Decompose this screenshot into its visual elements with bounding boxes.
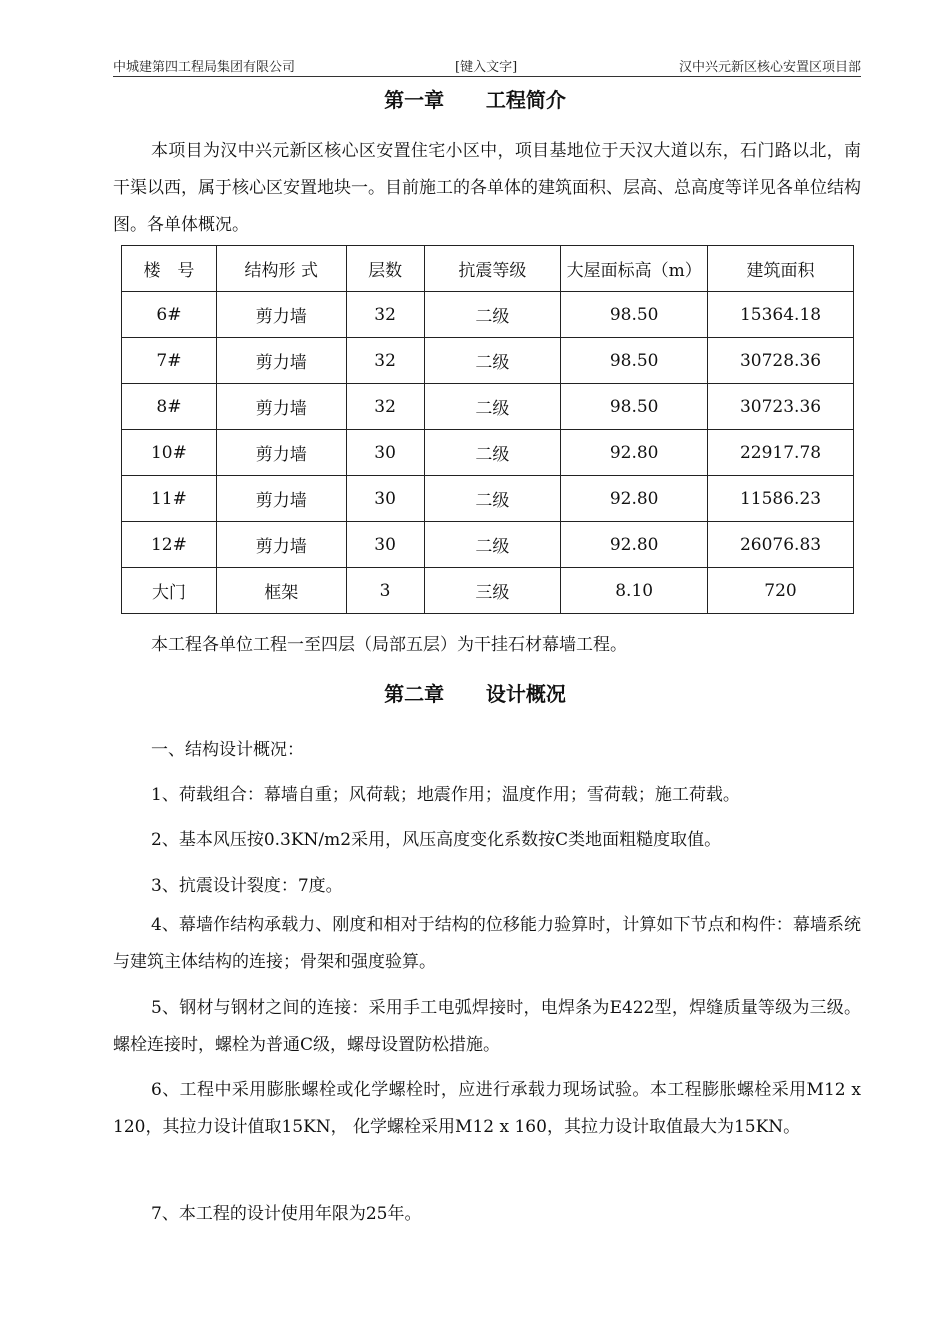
cell-structure: 剪力墙 [216, 292, 346, 338]
cell-seismic: 二级 [424, 292, 561, 338]
cell-building: 7# [122, 338, 217, 384]
cell-structure: 剪力墙 [216, 476, 346, 522]
cell-structure: 剪力墙 [216, 522, 346, 568]
chapter1-intro: 本项目为汉中兴元新区核心区安置住宅小区中，项目基地位于天汉大道以东，石门路以北，南干渠以西，属于核心区安置地块一。目前施工的各单体的建筑面积、层高、总高度等详见各单位结构图。各单体概况。 [113, 141, 861, 235]
design-item-4: 4、幕墙作结构承载力、刚度和相对于结构的位移能力验算时，计算如下节点和构件：幕墙系统与建筑主体结构的连接；骨架和强度验算。 [113, 915, 861, 972]
building-units-table [121, 245, 854, 614]
table-header-row [122, 246, 854, 292]
design-item-2: 2、基本风压按0.3KN/m2采用，风压高度变化系数按C类地面粗糙度取值。 [151, 830, 722, 850]
header-cell-floors: 层数 [346, 246, 424, 292]
cell-roof-elevation: 98.50 [561, 384, 708, 430]
cell-structure: 框架 [216, 568, 346, 614]
cell-floors: 3 [346, 568, 424, 614]
cell-floors: 30 [346, 476, 424, 522]
cell-floors: 30 [346, 430, 424, 476]
table-row [122, 384, 854, 430]
header-cell-floor-area: 建筑面积 [708, 246, 854, 292]
cell-building: 11# [122, 476, 217, 522]
cell-structure: 剪力墙 [216, 338, 346, 384]
header-placeholder: [键入文字] [455, 60, 518, 75]
cell-roof-elevation: 92.80 [561, 476, 708, 522]
cell-roof-elevation: 92.80 [561, 430, 708, 476]
chapter1-note: 本工程各单位工程一至四层（局部五层）为干挂石材幕墙工程。 [151, 635, 627, 655]
cell-seismic: 二级 [424, 384, 561, 430]
table-row [122, 292, 854, 338]
design-item-6: 6、工程中采用膨胀螺栓或化学螺栓时，应进行承载力现场试验。本工程膨胀螺栓采用M12 x 120，其拉力设计值取15KN， 化学螺栓采用M12 x 160，其拉力设计取值最大为15KN。 [113, 1080, 861, 1137]
table-row [122, 522, 854, 568]
table-row [122, 430, 854, 476]
cell-roof-elevation: 8.10 [561, 568, 708, 614]
cell-building: 6# [122, 292, 217, 338]
table-row [122, 476, 854, 522]
cell-floor-area: 15364.18 [708, 292, 854, 338]
cell-seismic: 二级 [424, 338, 561, 384]
design-item-5: 5、钢材与钢材之间的连接：采用手工电弧焊接时，电焊条为E422型，焊缝质量等级为三级。螺栓连接时，螺栓为普通C级，螺母设置防松措施。 [113, 998, 861, 1055]
design-item-7: 7、本工程的设计使用年限为25年。 [151, 1204, 422, 1224]
header-cell-seismic: 抗震等级 [424, 246, 561, 292]
cell-roof-elevation: 92.80 [561, 522, 708, 568]
table-row [122, 338, 854, 384]
cell-roof-elevation: 98.50 [561, 338, 708, 384]
header-project-dept: 汉中兴元新区核心安置区项目部 [678, 60, 861, 75]
cell-floor-area: 26076.83 [708, 522, 854, 568]
cell-floor-area: 11586.23 [708, 476, 854, 522]
cell-seismic: 二级 [424, 522, 561, 568]
cell-floors: 32 [346, 384, 424, 430]
page-header [113, 56, 861, 77]
cell-seismic: 二级 [424, 476, 561, 522]
cell-roof-elevation: 98.50 [561, 292, 708, 338]
header-company: 中城建第四工程局集团有限公司 [113, 60, 296, 75]
cell-floors: 32 [346, 338, 424, 384]
chapter1-title: 第一章 工程简介 [384, 88, 566, 112]
cell-seismic: 三级 [424, 568, 561, 614]
chapter2-title: 第二章 设计概况 [384, 682, 566, 706]
cell-building: 12# [122, 522, 217, 568]
design-item-1: 1、荷载组合：幕墙自重；风荷载；地震作用；温度作用；雪荷载；施工荷载。 [151, 785, 740, 805]
header-cell-building: 楼 号 [122, 246, 217, 292]
cell-floors: 30 [346, 522, 424, 568]
cell-structure: 剪力墙 [216, 430, 346, 476]
cell-floor-area: 30723.36 [708, 384, 854, 430]
cell-building: 10# [122, 430, 217, 476]
cell-floor-area: 720 [708, 568, 854, 614]
cell-seismic: 二级 [424, 430, 561, 476]
cell-floor-area: 30728.36 [708, 338, 854, 384]
section-heading: 一、结构设计概况： [151, 740, 304, 760]
header-cell-structure: 结构形 式 [216, 246, 346, 292]
cell-floor-area: 22917.78 [708, 430, 854, 476]
cell-structure: 剪力墙 [216, 384, 346, 430]
header-cell-roof-elevation: 大屋面标高（m） [561, 246, 708, 292]
cell-building: 大门 [122, 568, 217, 614]
design-item-3: 3、抗震设计裂度：7度。 [151, 876, 343, 896]
cell-building: 8# [122, 384, 217, 430]
table-row [122, 568, 854, 614]
cell-floors: 32 [346, 292, 424, 338]
